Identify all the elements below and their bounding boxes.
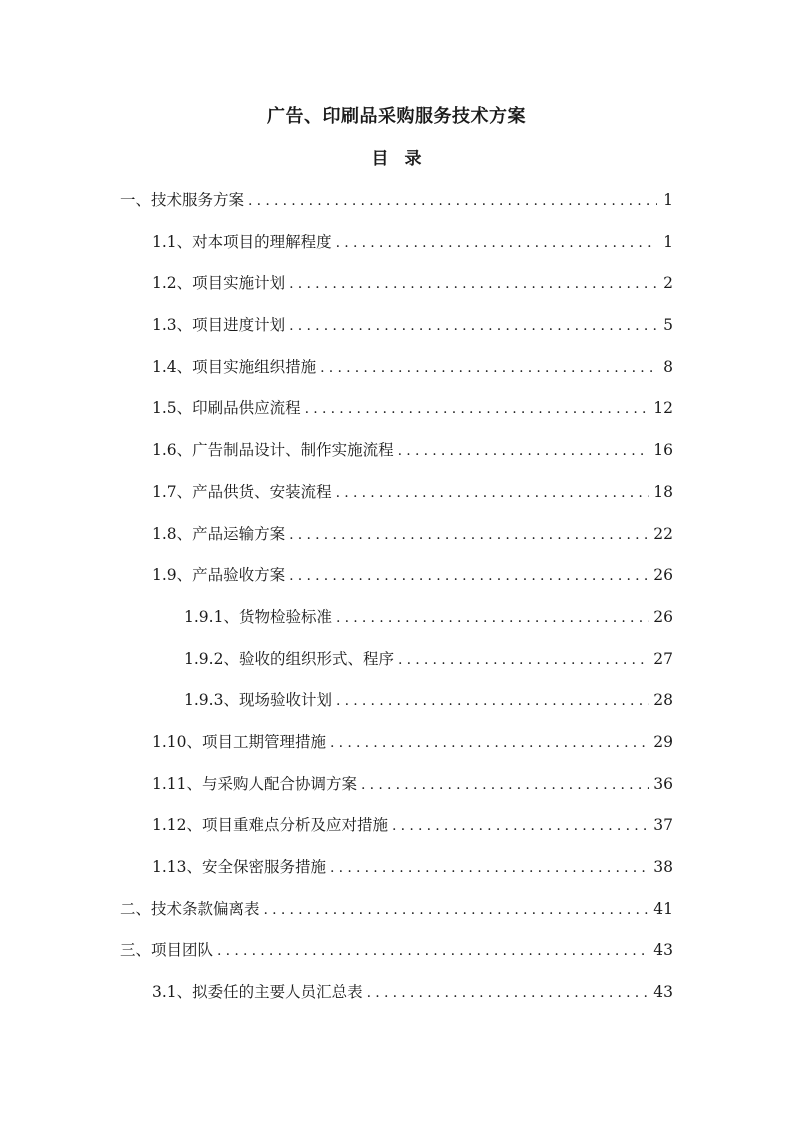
toc-dot-leader — [244, 187, 657, 215]
toc-entry-label: 1.4、项目实施组织措施 — [152, 357, 317, 376]
toc-page-number: 1 — [663, 191, 673, 209]
toc-dot-leader — [326, 729, 649, 757]
toc-page-number: 29 — [653, 732, 673, 751]
toc-page-number: 28 — [653, 691, 673, 710]
toc-page-number: 26 — [653, 607, 673, 626]
toc-entry[interactable] — [120, 269, 673, 311]
toc-page-number: 12 — [653, 399, 673, 418]
toc-entry[interactable] — [120, 436, 673, 478]
toc-entry[interactable] — [120, 311, 673, 353]
toc-page-number: 43 — [653, 941, 673, 960]
toc-dot-leader — [394, 437, 650, 465]
toc-entry-label: 1.8、产品运输方案 — [152, 524, 286, 543]
toc-entry-label: 1.6、广告制品设计、制作实施流程 — [152, 441, 394, 460]
toc-entry[interactable] — [120, 686, 673, 728]
toc-entry-label: 二、技术条款偏离表 — [120, 899, 260, 918]
toc-dot-leader — [213, 937, 649, 965]
toc-page-number: 41 — [653, 899, 673, 918]
toc-entry-label: 1.12、项目重难点分析及应对措施 — [152, 816, 389, 835]
toc-entry-label: 1.7、产品供货、安装流程 — [152, 482, 332, 501]
toc-dot-leader — [260, 896, 650, 924]
toc-entry-label: 1.10、项目工期管理措施 — [152, 732, 327, 751]
toc-dot-leader — [316, 354, 657, 382]
toc-entry[interactable] — [120, 936, 673, 978]
toc-page-number: 27 — [653, 649, 673, 668]
toc-entry[interactable] — [120, 561, 673, 603]
toc-entry[interactable] — [120, 520, 673, 562]
toc-dot-leader — [285, 312, 657, 340]
toc-entry-label: 三、项目团队 — [120, 941, 214, 960]
toc-dot-leader — [388, 812, 649, 840]
toc-dot-leader — [357, 771, 649, 799]
toc-heading — [0, 146, 793, 172]
toc-entry-label: 1.9.2、验收的组织形式、程序 — [184, 649, 394, 668]
toc-page-number: 38 — [653, 858, 673, 876]
toc-page-number: 26 — [653, 566, 673, 585]
toc-page-number: 43 — [653, 983, 673, 1002]
toc-page-number: 8 — [663, 357, 673, 376]
toc-entry[interactable] — [120, 895, 673, 937]
toc-entry-label: 3.1、拟委任的主要人员汇总表 — [152, 983, 363, 1002]
toc-entry[interactable] — [120, 394, 673, 436]
toc-entry[interactable] — [120, 728, 673, 770]
toc-entry[interactable] — [120, 645, 673, 687]
document-title: 广告、印刷品采购服务技术方案 — [267, 106, 526, 127]
toc-dot-leader — [332, 604, 649, 632]
toc-heading-char-2: 录 — [404, 149, 422, 169]
toc-page-number: 18 — [653, 482, 673, 501]
toc-page-number: 22 — [653, 524, 673, 543]
toc-entry-label: 一、技术服务方案 — [120, 191, 245, 209]
toc-entry-label: 1.1、对本项目的理解程度 — [152, 232, 332, 251]
toc-page-number: 37 — [653, 816, 673, 835]
toc-dot-leader — [301, 395, 650, 423]
toc-page-number: 1 — [663, 232, 673, 251]
toc-entry-label: 1.9.3、现场验收计划 — [184, 691, 332, 710]
toc-page-number: 2 — [663, 274, 673, 293]
toc-entry-label: 1.5、印刷品供应流程 — [152, 399, 301, 418]
toc-entry[interactable] — [120, 811, 673, 853]
toc-dot-leader — [285, 562, 649, 590]
toc-entry[interactable] — [120, 603, 673, 645]
toc-entry[interactable] — [120, 478, 673, 520]
toc-entry-label: 1.11、与采购人配合协调方案 — [152, 774, 358, 793]
toc-entry-label: 1.9、产品验收方案 — [152, 566, 286, 585]
toc-entry[interactable] — [120, 353, 673, 395]
toc-heading-char-1: 目 — [371, 149, 389, 169]
toc-dot-leader — [363, 979, 650, 1007]
toc-entry[interactable] — [120, 186, 673, 228]
toc-dot-leader — [394, 646, 649, 674]
toc-entry[interactable] — [120, 978, 673, 1020]
toc-entry[interactable] — [120, 853, 673, 895]
toc-entry[interactable] — [120, 228, 673, 270]
toc-entry-label: 1.13、安全保密服务措施 — [152, 858, 327, 876]
toc-dot-leader — [326, 854, 649, 882]
toc-entry-label: 1.3、项目进度计划 — [152, 316, 286, 335]
toc-page-number: 36 — [653, 774, 673, 793]
toc-page-number: 16 — [653, 441, 673, 460]
toc-entry-label: 1.2、项目实施计划 — [152, 274, 286, 293]
toc-dot-leader — [332, 479, 650, 507]
toc-dot-leader — [332, 229, 657, 257]
table-of-contents — [120, 186, 673, 1020]
toc-dot-leader — [285, 521, 649, 549]
toc-dot-leader — [285, 270, 657, 298]
toc-page-number: 5 — [663, 316, 673, 335]
toc-dot-leader — [332, 687, 649, 715]
toc-entry[interactable] — [120, 770, 673, 812]
toc-entry-label: 1.9.1、货物检验标准 — [184, 607, 332, 626]
